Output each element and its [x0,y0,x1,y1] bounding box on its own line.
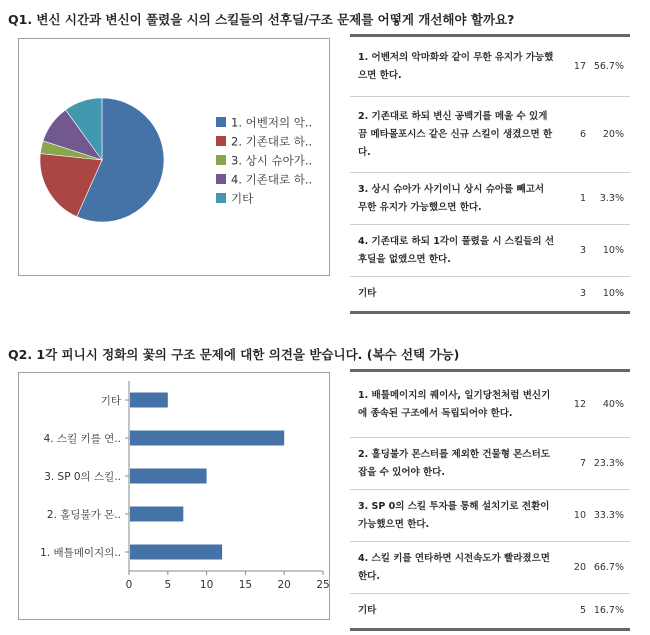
legend-swatch [216,193,226,203]
x-tick-label: 10 [199,579,214,591]
bar [130,545,222,560]
q1-row-label: 1. 어벤저의 악마화와 같이 무한 유지가 가능했으면 한다. [358,51,554,81]
q1-row-1 [350,37,630,97]
legend-label: 기타 [231,191,254,206]
q2-row-percent: 23.3% [593,457,624,469]
bar [130,469,207,484]
q2-row-label: 2. 홀딩불가 몬스터를 제외한 건물형 몬스터도 잡을 수 있어야 한다. [358,448,550,478]
q1-row-percent: 56.7% [593,60,624,72]
bar-chart-svg [19,373,331,621]
q1-row-label: 2. 기존대로 하되 변신 공백기를 메울 수 있게끔 메타몰포시스 같은 신규 스킬이 생겼으면 한다. [358,110,553,158]
q1-row-count: 17 [573,60,586,72]
y-tick-label: 3. SP 0의 스킬.. [44,471,121,483]
q1-row-label: 기타 [358,288,377,299]
q1-row-label: 3. 상시 슈아가 사기이니 상시 슈아를 빼고서 무한 유지가 가능했으면 한다. [358,183,545,213]
q1-title: Q1. 변신 시간과 변신이 풀렸을 시의 스킬들의 선후딜/구조 문제를 어떻게 개선해야 할까요? [8,12,515,27]
bar [130,507,183,522]
q2-row-percent: 16.7% [593,605,624,616]
legend-swatch [216,155,226,165]
legend-label: 1. 어벤저의 악.. [231,115,313,130]
q2-row-label: 1. 배틀메이지의 퀘이사, 일기당천처럼 변신기에 종속된 구조에서 독립되어야 한다. [358,389,551,419]
pie-chart-svg [19,39,331,277]
q2-row-4 [350,542,630,594]
q2-row-label: 4. 스킬 키를 연타하면 시전속도가 빨라졌으면 한다. [358,552,550,582]
q1-row-percent: 3.3% [599,192,624,204]
q2-row-count: 10 [573,509,586,521]
legend-swatch [216,117,226,127]
q2-title: Q2. 1각 피니시 정화의 꽃의 구조 문제에 대한 의견을 받습니다. (복수 선택 가능) [8,347,460,362]
q2-bar-chart [18,372,330,620]
q2-row-5 [350,594,630,628]
q2-row-percent: 66.7% [593,561,624,573]
q2-row-count: 12 [573,398,586,410]
q1-row-percent: 10% [602,244,624,256]
x-tick-label: 25 [316,579,330,591]
legend-label: 3. 상시 슈아가.. [231,153,313,168]
q2-row-2 [350,438,630,490]
q1-row-3 [350,173,630,225]
q2-row-count: 5 [579,605,586,616]
q1-row-4 [350,225,630,277]
q1-results-table [350,34,630,314]
q2-row-1 [350,372,630,438]
q1-row-count: 3 [579,244,586,256]
legend-label: 2. 기존대로 하.. [231,134,313,149]
q1-pie-chart [18,38,330,276]
x-tick-label: 20 [277,579,291,591]
q1-row-percent: 10% [602,288,624,299]
legend-swatch [216,136,226,146]
q1-row-count: 6 [579,128,586,140]
q1-row-percent: 20% [602,128,624,140]
q2-row-percent: 40% [602,398,624,410]
x-tick-label: 5 [164,579,172,591]
q1-row-label: 4. 기존대로 하되 1각이 풀렸을 시 스킬들의 선후딜을 없앴으면 한다. [358,235,554,265]
q2-row-label: 3. SP 0의 스킬 투자를 통해 설치기로 전환이 가능했으면 한다. [358,500,550,530]
q2-row-count: 7 [579,457,586,469]
q1-row-count: 3 [579,288,586,299]
q2-results-table [350,369,630,631]
q1-row-2 [350,97,630,173]
x-tick-label: 0 [125,579,133,591]
x-tick-label: 15 [238,579,253,591]
y-tick-label: 1. 배틀메이지의.. [40,547,121,559]
legend-swatch [216,174,226,184]
bar [130,431,284,446]
q2-row-label: 기타 [358,605,377,616]
y-tick-label: 기타 [100,395,121,407]
legend-label: 4. 기존대로 하.. [231,172,313,187]
y-tick-label: 4. 스킬 키를 연.. [43,433,121,445]
q2-row-3 [350,490,630,542]
q2-row-percent: 33.3% [593,509,624,521]
q1-row-5 [350,277,630,311]
q1-row-count: 1 [579,192,586,204]
bar [130,393,168,408]
q2-row-count: 20 [573,561,586,573]
y-tick-label: 2. 홀딩불가 몬.. [46,509,121,521]
